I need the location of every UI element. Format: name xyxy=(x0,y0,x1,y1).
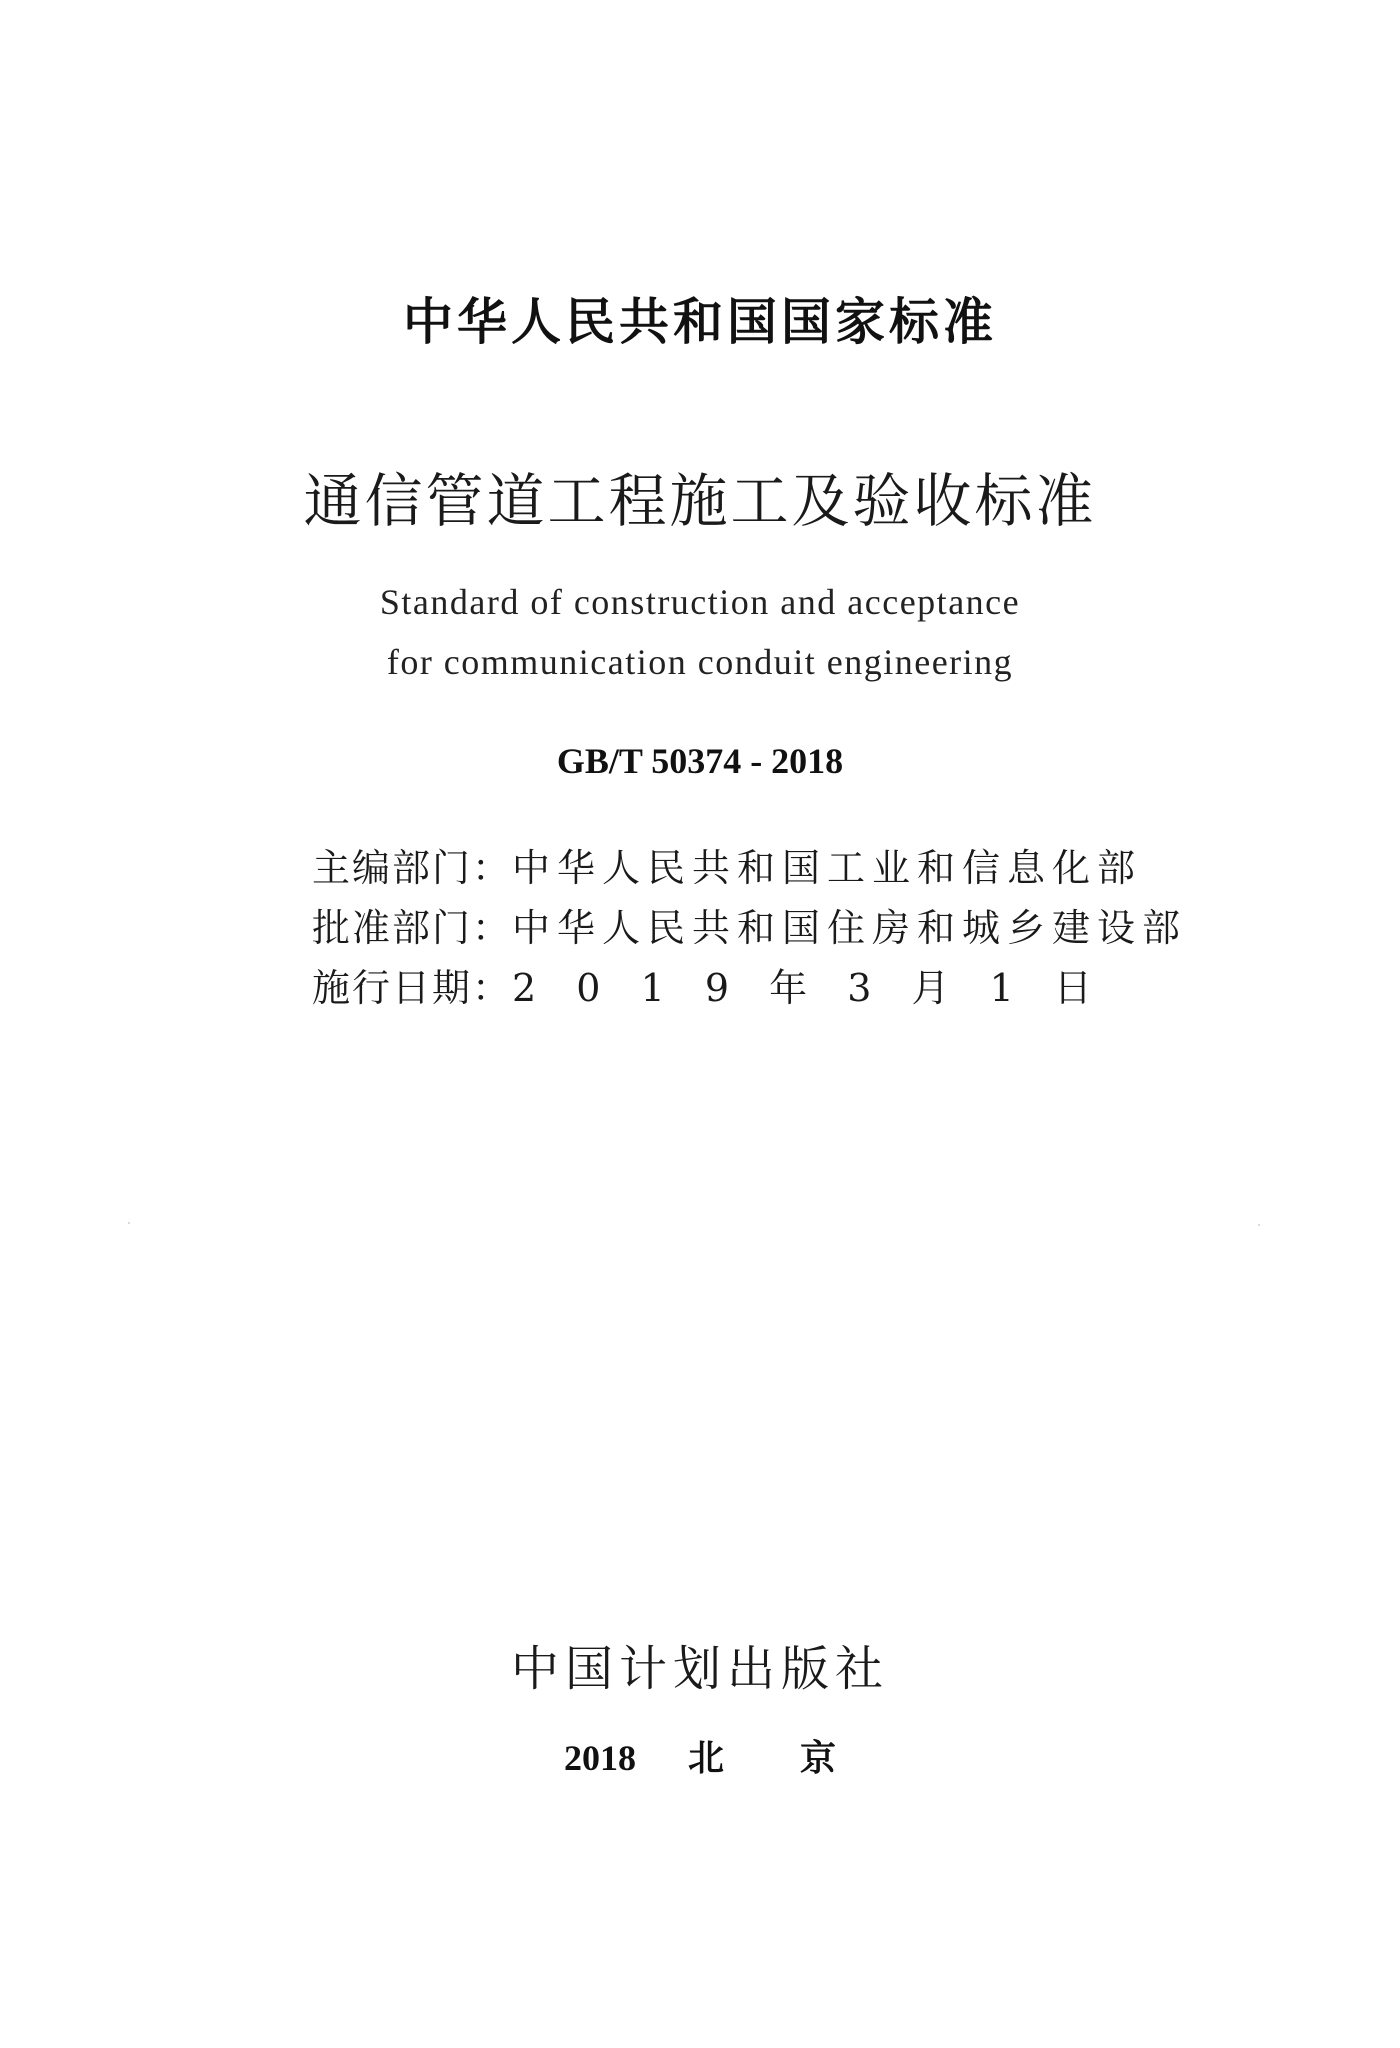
approver-row xyxy=(312,898,1188,958)
title-english xyxy=(0,572,1400,692)
title-english-line-1: Standard of construction and acceptance xyxy=(379,582,1021,622)
date-part: 9 xyxy=(704,966,730,1010)
scan-speck xyxy=(1258,1224,1260,1226)
date-part: 0 xyxy=(576,966,601,1010)
date-part: 1 xyxy=(640,966,665,1010)
date-part: 月 xyxy=(911,966,950,1010)
publisher-name: 中国计划出版社 xyxy=(510,1641,889,1697)
imprint xyxy=(0,1730,1400,1781)
editor-row xyxy=(312,838,1143,898)
info-block xyxy=(312,838,1188,1018)
date-value xyxy=(512,958,1092,1018)
date-part: 日 xyxy=(1053,966,1092,1010)
date-part: 年 xyxy=(769,966,808,1010)
editor-label: 主编部门： xyxy=(312,846,513,890)
imprint-city: 北京 xyxy=(687,1738,912,1779)
date-part: 1 xyxy=(989,966,1014,1010)
standard-code: GB/T 50374 - 2018 xyxy=(556,741,844,781)
standard-series-heading: 中华人民共和国国家标准 xyxy=(403,293,997,351)
scan-speck xyxy=(128,1222,130,1224)
title-english-line-2: for communication conduit engineering xyxy=(386,642,1014,682)
approver-label: 批准部门： xyxy=(312,906,513,950)
date-part: 2 xyxy=(512,966,537,1010)
date-part: 3 xyxy=(847,966,872,1010)
date-row xyxy=(312,958,1112,1018)
approver-value: 中华人民共和国住房和城乡建设部 xyxy=(512,906,1188,950)
editor-value: 中华人民共和国工业和信息化部 xyxy=(512,846,1143,890)
imprint-year: 2018 xyxy=(563,1738,636,1778)
title-chinese: 通信管道工程施工及验收标准 xyxy=(303,467,1097,535)
date-label: 施行日期： xyxy=(312,966,513,1010)
